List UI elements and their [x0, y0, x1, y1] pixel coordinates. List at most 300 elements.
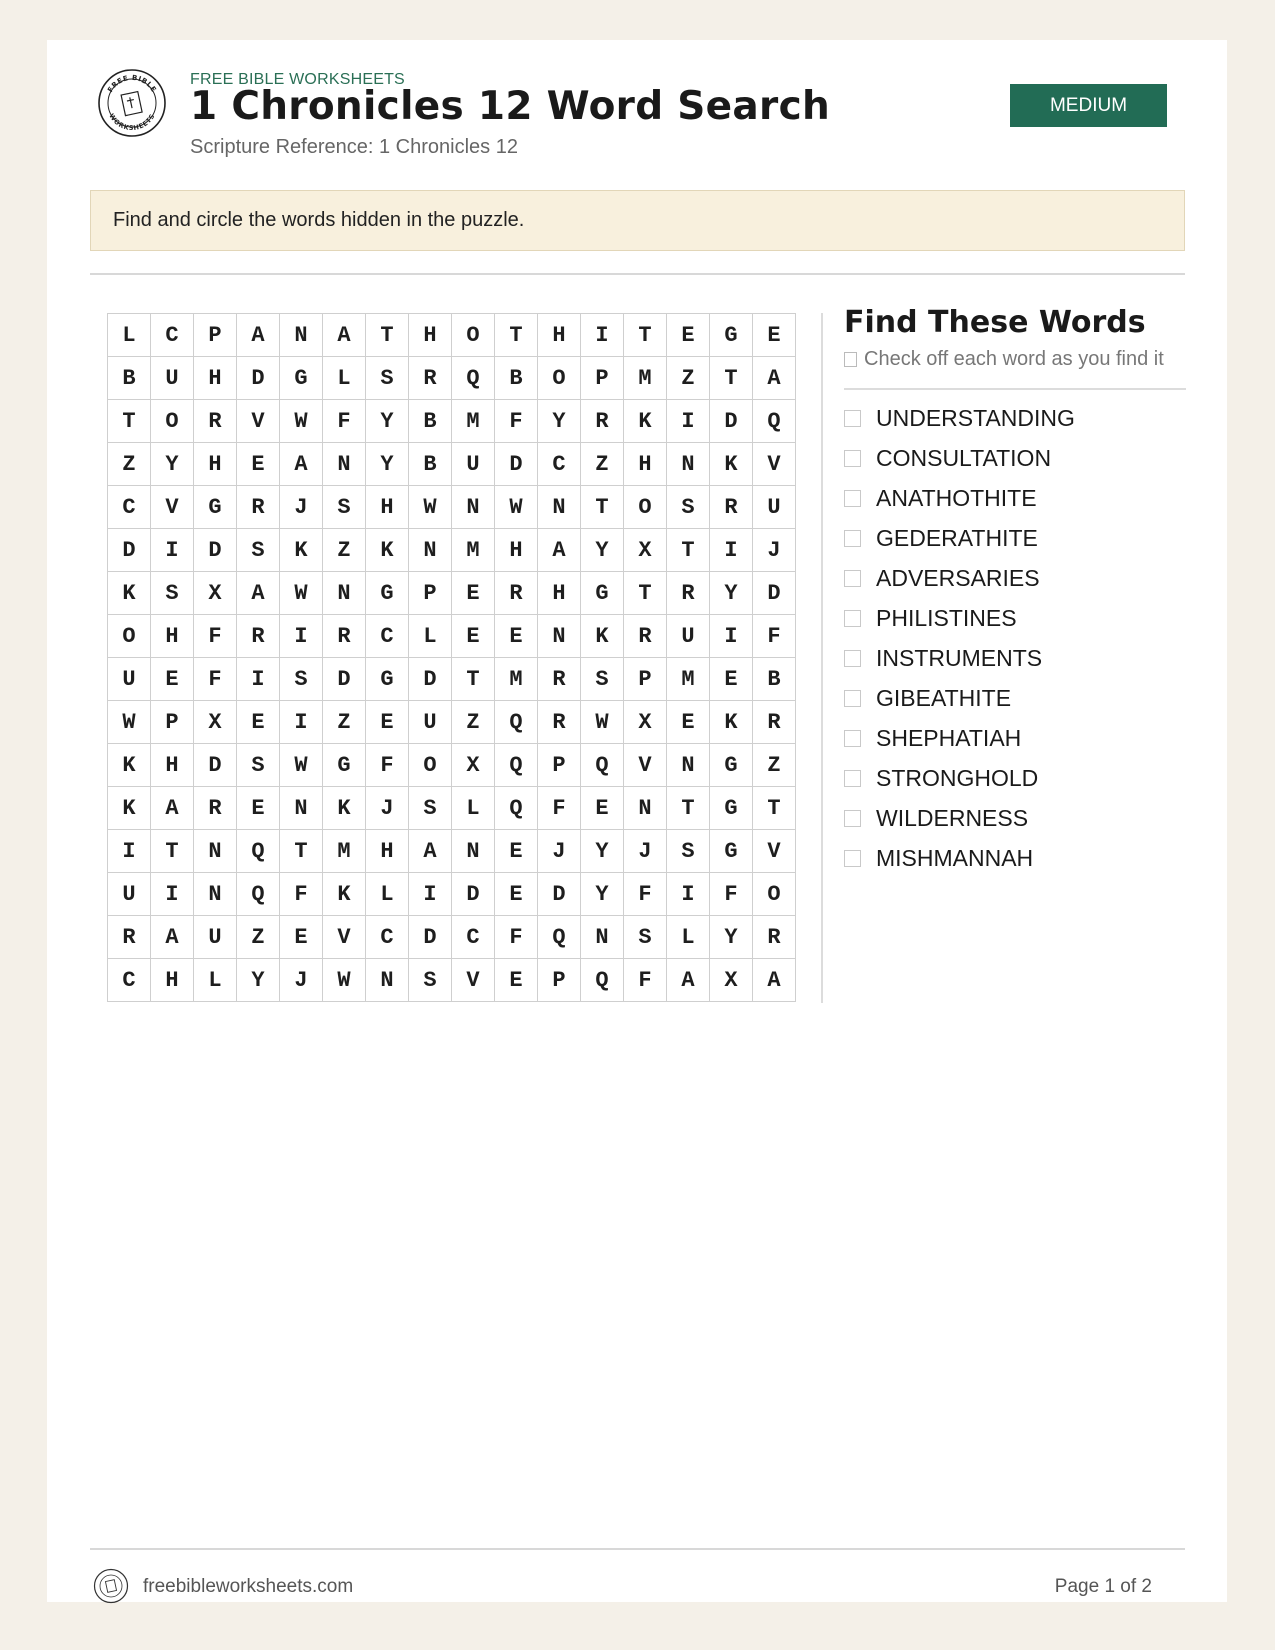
grid-cell[interactable]: F — [753, 615, 796, 658]
grid-cell[interactable]: C — [366, 615, 409, 658]
grid-cell[interactable]: C — [366, 916, 409, 959]
grid-cell[interactable]: N — [624, 787, 667, 830]
grid-cell[interactable]: K — [581, 615, 624, 658]
grid-cell[interactable]: N — [409, 529, 452, 572]
word-checkbox[interactable] — [844, 410, 861, 427]
grid-cell[interactable]: N — [323, 572, 366, 615]
grid-cell[interactable]: J — [624, 830, 667, 873]
grid-cell[interactable]: R — [538, 658, 581, 701]
grid-cell[interactable]: Z — [753, 744, 796, 787]
grid-cell[interactable]: I — [108, 830, 151, 873]
grid-cell[interactable]: S — [409, 959, 452, 1002]
grid-cell[interactable]: E — [495, 959, 538, 1002]
grid-cell[interactable]: N — [452, 830, 495, 873]
grid-cell[interactable]: Y — [581, 830, 624, 873]
grid-cell[interactable]: Z — [323, 701, 366, 744]
grid-cell[interactable]: T — [108, 400, 151, 443]
word-checkbox[interactable] — [844, 450, 861, 467]
grid-cell[interactable]: H — [366, 830, 409, 873]
grid-cell[interactable]: Q — [581, 959, 624, 1002]
grid-cell[interactable]: V — [452, 959, 495, 1002]
grid-cell[interactable]: V — [323, 916, 366, 959]
grid-cell[interactable]: V — [151, 486, 194, 529]
grid-cell[interactable]: A — [280, 443, 323, 486]
grid-cell[interactable]: D — [409, 916, 452, 959]
grid-cell[interactable]: Q — [452, 357, 495, 400]
grid-cell[interactable]: F — [624, 873, 667, 916]
grid-cell[interactable]: Q — [495, 744, 538, 787]
grid-cell[interactable]: S — [667, 486, 710, 529]
grid-cell[interactable]: T — [280, 830, 323, 873]
logo-text-top: FREE BIBLE — [106, 73, 158, 94]
grid-cell[interactable]: Z — [667, 357, 710, 400]
grid-cell[interactable]: P — [581, 357, 624, 400]
grid-cell[interactable]: C — [108, 959, 151, 1002]
grid-cell[interactable]: K — [280, 529, 323, 572]
grid-cell[interactable]: I — [667, 400, 710, 443]
grid-cell[interactable]: D — [753, 572, 796, 615]
grid-cell[interactable]: Q — [581, 744, 624, 787]
grid-cell[interactable]: S — [366, 357, 409, 400]
word-list-hint — [844, 348, 1186, 371]
grid-cell[interactable]: D — [323, 658, 366, 701]
grid-cell[interactable]: G — [710, 314, 753, 357]
grid-cell[interactable]: S — [667, 830, 710, 873]
grid-cell[interactable]: S — [237, 529, 280, 572]
grid-cell[interactable]: E — [452, 615, 495, 658]
grid-cell[interactable]: M — [323, 830, 366, 873]
grid-cell[interactable]: J — [280, 486, 323, 529]
grid-cell[interactable]: G — [710, 744, 753, 787]
word-checkbox[interactable] — [844, 690, 861, 707]
grid-cell[interactable]: R — [753, 701, 796, 744]
grid-cell[interactable]: D — [452, 873, 495, 916]
grid-cell[interactable]: S — [581, 658, 624, 701]
word-label: SHEPHATIAH — [876, 724, 1022, 751]
grid-cell[interactable]: X — [194, 701, 237, 744]
word-list-hint-text: Check off each word as you find it — [864, 348, 1164, 370]
word-label: ADVERSARIES — [876, 564, 1040, 591]
scripture-reference: Scripture Reference: 1 Chronicles 12 — [190, 136, 518, 158]
grid-cell[interactable]: X — [624, 701, 667, 744]
grid-cell[interactable]: C — [538, 443, 581, 486]
grid-cell[interactable]: T — [624, 572, 667, 615]
grid-cell[interactable]: Z — [108, 443, 151, 486]
grid-cell[interactable]: U — [108, 658, 151, 701]
grid-cell[interactable]: Z — [323, 529, 366, 572]
grid-cell[interactable]: I — [710, 615, 753, 658]
grid-cell[interactable]: K — [710, 443, 753, 486]
grid-cell[interactable]: W — [280, 744, 323, 787]
grid-cell[interactable]: L — [323, 357, 366, 400]
grid-cell[interactable]: K — [108, 744, 151, 787]
word-checkbox[interactable] — [844, 570, 861, 587]
grid-cell[interactable]: P — [151, 701, 194, 744]
grid-cell[interactable]: H — [194, 357, 237, 400]
checkbox-icon — [844, 352, 857, 367]
grid-cell[interactable]: I — [280, 701, 323, 744]
grid-cell[interactable]: L — [667, 916, 710, 959]
grid-cell[interactable]: I — [151, 529, 194, 572]
grid-cell[interactable]: O — [108, 615, 151, 658]
grid-cell[interactable]: E — [753, 314, 796, 357]
grid-cell[interactable]: F — [280, 873, 323, 916]
grid-cell[interactable]: H — [409, 314, 452, 357]
grid-cell[interactable]: A — [409, 830, 452, 873]
grid-cell[interactable]: E — [237, 701, 280, 744]
grid-cell[interactable]: K — [323, 873, 366, 916]
word-label: MISHMANNAH — [876, 844, 1034, 871]
word-checkbox[interactable] — [844, 770, 861, 787]
grid-cell[interactable]: Q — [495, 701, 538, 744]
page-number: Page 1 of 2 — [1054, 1576, 1152, 1597]
grid-cell[interactable]: D — [194, 744, 237, 787]
grid-cell[interactable]: W — [280, 400, 323, 443]
word-list-item — [844, 758, 1186, 798]
grid-cell[interactable]: E — [237, 787, 280, 830]
grid-cell[interactable]: I — [581, 314, 624, 357]
grid-cell[interactable]: I — [280, 615, 323, 658]
grid-cell[interactable]: F — [323, 400, 366, 443]
grid-cell[interactable]: C — [108, 486, 151, 529]
grid-cell[interactable]: D — [409, 658, 452, 701]
grid-cell[interactable]: D — [710, 400, 753, 443]
grid-cell[interactable]: C — [452, 916, 495, 959]
word-checkbox[interactable] — [844, 850, 861, 867]
grid-cell[interactable]: K — [624, 400, 667, 443]
grid-cell[interactable]: I — [409, 873, 452, 916]
grid-cell[interactable]: N — [538, 615, 581, 658]
grid-cell[interactable]: X — [710, 959, 753, 1002]
word-search-grid — [107, 313, 796, 1002]
word-checkbox[interactable] — [844, 530, 861, 547]
grid-cell[interactable]: R — [194, 787, 237, 830]
grid-cell[interactable]: G — [366, 572, 409, 615]
grid-cell[interactable]: Y — [366, 443, 409, 486]
grid-cell[interactable]: W — [581, 701, 624, 744]
grid-cell[interactable]: P — [538, 744, 581, 787]
grid-cell[interactable]: E — [495, 830, 538, 873]
grid-cell[interactable]: W — [280, 572, 323, 615]
grid-cell[interactable]: G — [366, 658, 409, 701]
grid-cell[interactable]: T — [710, 357, 753, 400]
grid-cell[interactable]: P — [409, 572, 452, 615]
grid-cell[interactable]: X — [194, 572, 237, 615]
grid-cell[interactable]: E — [151, 658, 194, 701]
grid-cell[interactable]: Q — [237, 873, 280, 916]
grid-cell[interactable]: T — [366, 314, 409, 357]
grid-cell[interactable]: P — [624, 658, 667, 701]
word-list-item — [844, 518, 1186, 558]
grid-cell[interactable]: F — [495, 400, 538, 443]
word-list — [844, 398, 1186, 878]
word-label: ANATHOTHITE — [876, 484, 1037, 511]
grid-cell[interactable]: H — [194, 443, 237, 486]
grid-cell[interactable]: E — [280, 916, 323, 959]
grid-cell[interactable]: T — [495, 314, 538, 357]
grid-cell[interactable]: K — [323, 787, 366, 830]
grid-cell[interactable]: E — [495, 873, 538, 916]
grid-cell[interactable]: N — [452, 486, 495, 529]
grid-cell[interactable]: M — [452, 529, 495, 572]
grid-cell[interactable]: P — [194, 314, 237, 357]
grid-cell[interactable]: Z — [237, 916, 280, 959]
grid-cell[interactable]: L — [452, 787, 495, 830]
grid-cell[interactable]: A — [753, 357, 796, 400]
grid-cell[interactable]: I — [710, 529, 753, 572]
word-list-item — [844, 718, 1186, 758]
grid-cell[interactable]: F — [366, 744, 409, 787]
grid-cell[interactable]: R — [108, 916, 151, 959]
grid-cell[interactable]: Y — [581, 529, 624, 572]
grid-cell[interactable]: S — [323, 486, 366, 529]
grid-cell[interactable]: A — [667, 959, 710, 1002]
word-label: PHILISTINES — [876, 604, 1017, 631]
grid-cell[interactable]: H — [151, 615, 194, 658]
grid-cell[interactable]: R — [581, 400, 624, 443]
grid-cell[interactable]: N — [366, 959, 409, 1002]
word-checkbox[interactable] — [844, 810, 861, 827]
grid-cell[interactable]: P — [538, 959, 581, 1002]
grid-cell[interactable]: A — [151, 787, 194, 830]
grid-cell[interactable]: H — [538, 314, 581, 357]
grid-cell[interactable]: W — [323, 959, 366, 1002]
grid-cell[interactable]: Y — [710, 916, 753, 959]
word-list-item — [844, 838, 1186, 878]
grid-cell[interactable]: N — [194, 873, 237, 916]
grid-cell[interactable]: E — [237, 443, 280, 486]
grid-cell[interactable]: Y — [710, 572, 753, 615]
grid-cell[interactable]: E — [452, 572, 495, 615]
grid-cell[interactable]: H — [151, 959, 194, 1002]
grid-cell[interactable]: I — [667, 873, 710, 916]
grid-cell[interactable]: U — [753, 486, 796, 529]
word-list-item — [844, 798, 1186, 838]
grid-cell[interactable]: K — [710, 701, 753, 744]
grid-cell[interactable]: E — [366, 701, 409, 744]
grid-cell[interactable]: J — [538, 830, 581, 873]
worksheet-page — [47, 40, 1227, 1602]
grid-cell[interactable]: R — [237, 615, 280, 658]
word-list-item — [844, 598, 1186, 638]
footer-divider — [90, 1548, 1185, 1550]
grid-cell[interactable]: A — [753, 959, 796, 1002]
grid-cell[interactable]: Q — [495, 787, 538, 830]
grid-cell[interactable]: A — [237, 572, 280, 615]
grid-cell[interactable]: M — [452, 400, 495, 443]
grid-cell[interactable]: N — [194, 830, 237, 873]
grid-cell[interactable]: F — [710, 873, 753, 916]
grid-cell[interactable]: A — [538, 529, 581, 572]
grid-cell[interactable]: E — [710, 658, 753, 701]
word-checkbox[interactable] — [844, 490, 861, 507]
grid-cell[interactable]: L — [108, 314, 151, 357]
grid-cell[interactable]: J — [280, 959, 323, 1002]
grid-cell[interactable]: M — [667, 658, 710, 701]
grid-cell[interactable]: U — [151, 357, 194, 400]
grid-cell[interactable]: T — [753, 787, 796, 830]
word-list-item — [844, 438, 1186, 478]
grid-cell[interactable]: K — [108, 572, 151, 615]
grid-cell[interactable]: K — [108, 787, 151, 830]
grid-cell[interactable]: S — [409, 787, 452, 830]
grid-cell[interactable]: K — [366, 529, 409, 572]
grid-cell[interactable]: H — [624, 443, 667, 486]
grid-cell[interactable]: A — [237, 314, 280, 357]
grid-cell[interactable]: D — [194, 529, 237, 572]
grid-cell[interactable]: U — [409, 701, 452, 744]
grid-cell[interactable]: J — [753, 529, 796, 572]
grid-cell[interactable]: Z — [452, 701, 495, 744]
grid-cell[interactable]: O — [624, 486, 667, 529]
word-label: WILDERNESS — [876, 804, 1029, 831]
grid-cell[interactable]: G — [581, 572, 624, 615]
grid-cell[interactable]: N — [581, 916, 624, 959]
instructions-box — [90, 190, 1185, 251]
grid-cell[interactable]: X — [452, 744, 495, 787]
grid-cell[interactable]: W — [495, 486, 538, 529]
grid-cell[interactable]: S — [280, 658, 323, 701]
grid-cell[interactable]: U — [108, 873, 151, 916]
grid-cell[interactable]: T — [151, 830, 194, 873]
grid-cell[interactable]: Q — [753, 400, 796, 443]
word-checkbox[interactable] — [844, 730, 861, 747]
difficulty-badge[interactable]: MEDIUM — [1010, 84, 1167, 127]
grid-cell[interactable]: O — [151, 400, 194, 443]
grid-cell[interactable]: R — [409, 357, 452, 400]
grid-cell[interactable]: D — [108, 529, 151, 572]
grid-cell[interactable]: D — [237, 357, 280, 400]
grid-cell[interactable]: N — [667, 443, 710, 486]
grid-cell[interactable]: G — [710, 830, 753, 873]
grid-cell[interactable]: F — [624, 959, 667, 1002]
grid-cell[interactable]: R — [495, 572, 538, 615]
instructions-text: Find and circle the words hidden in the puzzle. — [113, 209, 525, 231]
grid-cell[interactable]: O — [452, 314, 495, 357]
grid-cell[interactable]: R — [323, 615, 366, 658]
grid-cell[interactable]: B — [495, 357, 538, 400]
grid-cell[interactable]: V — [753, 443, 796, 486]
grid-cell[interactable]: B — [409, 400, 452, 443]
grid-cell[interactable]: B — [409, 443, 452, 486]
grid-cell[interactable]: L — [194, 959, 237, 1002]
grid-cell[interactable]: M — [495, 658, 538, 701]
grid-cell[interactable]: S — [237, 744, 280, 787]
grid-cell[interactable]: R — [624, 615, 667, 658]
grid-cell[interactable]: T — [624, 314, 667, 357]
word-list-title: Find These Words — [844, 305, 1146, 340]
grid-cell[interactable]: T — [581, 486, 624, 529]
grid-cell[interactable]: H — [366, 486, 409, 529]
grid-cell[interactable]: Y — [151, 443, 194, 486]
grid-cell[interactable]: C — [151, 314, 194, 357]
grid-cell[interactable]: E — [581, 787, 624, 830]
grid-cell[interactable]: U — [194, 916, 237, 959]
grid-cell[interactable]: E — [667, 701, 710, 744]
grid-cell[interactable]: N — [323, 443, 366, 486]
word-checkbox[interactable] — [844, 610, 861, 627]
grid-cell[interactable]: G — [710, 787, 753, 830]
grid-cell[interactable]: G — [280, 357, 323, 400]
grid-cell[interactable]: N — [667, 744, 710, 787]
word-checkbox[interactable] — [844, 650, 861, 667]
vertical-divider — [821, 313, 823, 1003]
grid-cell[interactable]: I — [237, 658, 280, 701]
grid-cell[interactable]: S — [151, 572, 194, 615]
grid-cell[interactable]: X — [624, 529, 667, 572]
grid-cell[interactable]: I — [151, 873, 194, 916]
grid-cell[interactable]: O — [409, 744, 452, 787]
grid-cell[interactable]: R — [538, 701, 581, 744]
grid-cell[interactable]: V — [624, 744, 667, 787]
grid-cell[interactable]: G — [194, 486, 237, 529]
grid-cell[interactable]: L — [366, 873, 409, 916]
grid-cell[interactable]: T — [452, 658, 495, 701]
grid-cell[interactable]: N — [280, 314, 323, 357]
grid-cell[interactable]: U — [667, 615, 710, 658]
grid-cell[interactable]: N — [280, 787, 323, 830]
grid-cell[interactable]: Y — [237, 959, 280, 1002]
grid-cell[interactable]: T — [667, 529, 710, 572]
grid-cell[interactable]: R — [753, 916, 796, 959]
grid-cell[interactable]: D — [495, 443, 538, 486]
grid-cell[interactable]: R — [194, 400, 237, 443]
grid-cell[interactable]: V — [753, 830, 796, 873]
grid-cell[interactable]: F — [538, 787, 581, 830]
grid-cell[interactable]: U — [452, 443, 495, 486]
grid-cell[interactable]: R — [667, 572, 710, 615]
grid-cell[interactable]: W — [409, 486, 452, 529]
grid-cell[interactable]: L — [409, 615, 452, 658]
grid-cell[interactable]: R — [710, 486, 753, 529]
grid-cell[interactable]: F — [495, 916, 538, 959]
grid-cell[interactable]: E — [667, 314, 710, 357]
word-list-item — [844, 558, 1186, 598]
word-label: UNDERSTANDING — [876, 404, 1075, 431]
grid-cell[interactable]: E — [495, 615, 538, 658]
grid-cell[interactable]: M — [624, 357, 667, 400]
grid-cell[interactable]: Q — [237, 830, 280, 873]
word-label: INSTRUMENTS — [876, 644, 1043, 671]
grid-cell[interactable]: H — [151, 744, 194, 787]
grid-cell[interactable]: H — [538, 572, 581, 615]
grid-cell[interactable]: Y — [366, 400, 409, 443]
grid-cell[interactable]: R — [237, 486, 280, 529]
grid-cell[interactable]: J — [366, 787, 409, 830]
grid-cell[interactable]: Y — [538, 400, 581, 443]
grid-cell[interactable]: A — [323, 314, 366, 357]
grid-cell[interactable]: B — [753, 658, 796, 701]
grid-cell[interactable]: F — [194, 615, 237, 658]
grid-cell[interactable]: V — [237, 400, 280, 443]
grid-cell[interactable]: B — [108, 357, 151, 400]
grid-cell[interactable]: O — [538, 357, 581, 400]
grid-cell[interactable]: D — [538, 873, 581, 916]
grid-cell[interactable]: O — [753, 873, 796, 916]
grid-cell[interactable]: G — [323, 744, 366, 787]
grid-cell[interactable]: S — [624, 916, 667, 959]
grid-cell[interactable]: A — [151, 916, 194, 959]
logo-icon — [97, 68, 167, 138]
grid-cell[interactable]: T — [667, 787, 710, 830]
grid-cell[interactable]: F — [194, 658, 237, 701]
grid-cell[interactable]: N — [538, 486, 581, 529]
grid-cell[interactable]: H — [495, 529, 538, 572]
grid-cell[interactable]: Q — [538, 916, 581, 959]
grid-cell[interactable]: Y — [581, 873, 624, 916]
grid-cell[interactable]: Z — [581, 443, 624, 486]
grid-cell[interactable]: W — [108, 701, 151, 744]
